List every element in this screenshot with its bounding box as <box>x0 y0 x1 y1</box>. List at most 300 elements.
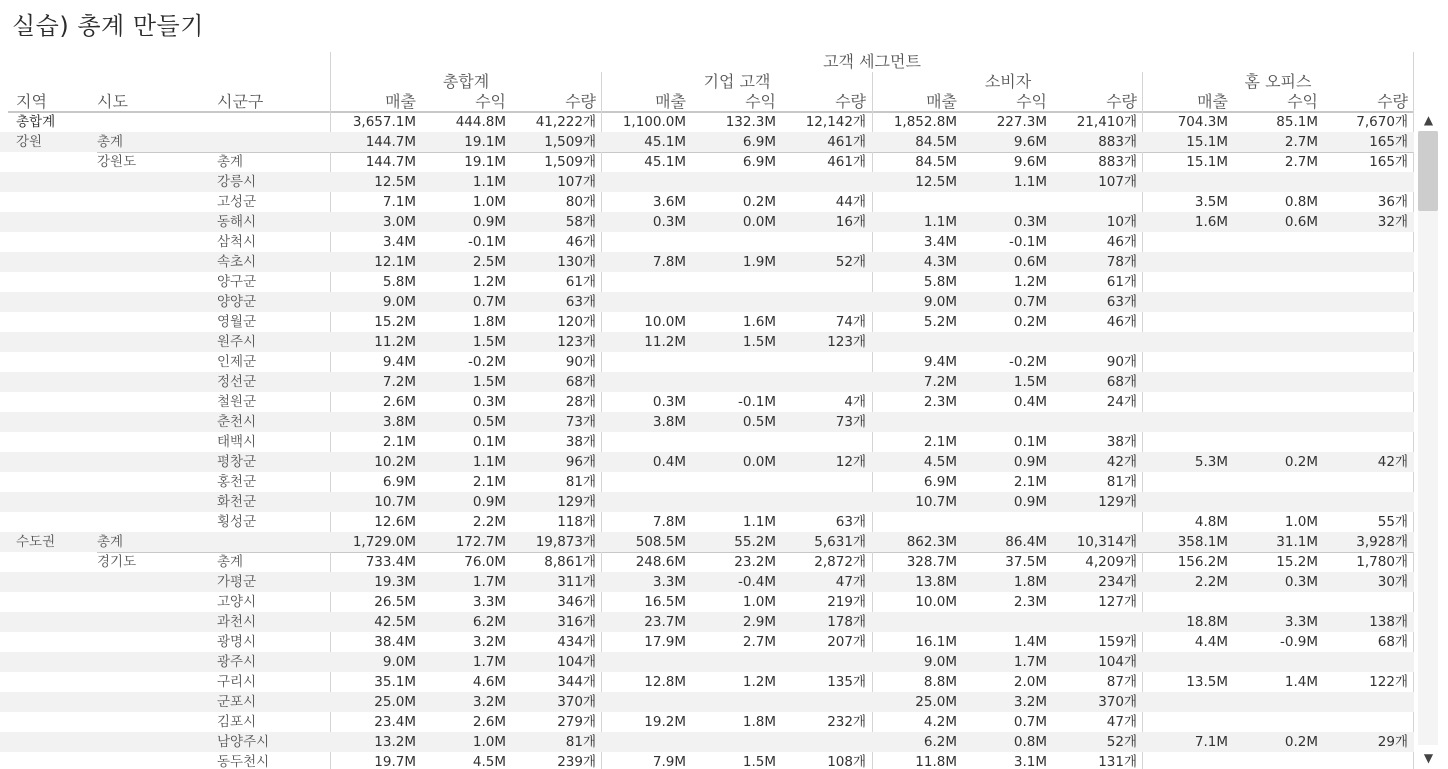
region-cell <box>16 212 96 232</box>
value-cell: 346개 <box>557 594 596 610</box>
value-cell <box>688 272 776 292</box>
value-cell <box>1049 612 1137 632</box>
region-cell <box>16 392 96 412</box>
region-cell <box>16 672 96 692</box>
value-cell: 81개 <box>565 734 596 750</box>
value-cell: 234개 <box>1098 574 1137 590</box>
value-cell: 81개 <box>1106 474 1137 490</box>
value-cell <box>688 172 776 192</box>
value-cell: 52개 <box>1106 734 1137 750</box>
value-cell <box>1230 652 1318 672</box>
value-cell <box>1230 252 1318 272</box>
value-cell: 159개 <box>1098 634 1137 650</box>
value-cell <box>598 372 686 392</box>
province-cell <box>97 212 207 232</box>
page-title: 실습) 총계 만들기 <box>12 12 204 40</box>
city-cell: 과천시 <box>217 614 257 630</box>
value-cell <box>1230 352 1318 372</box>
value-cell <box>1140 252 1228 272</box>
province-cell <box>97 352 207 372</box>
value-cell <box>598 692 686 712</box>
table-row[interactable] <box>0 212 1414 232</box>
city-cell: 남양주시 <box>217 734 270 750</box>
value-cell: 1.1M <box>923 214 957 230</box>
value-cell: 12.5M <box>915 174 957 190</box>
value-cell: 46개 <box>1106 314 1137 330</box>
value-cell: -0.1M <box>1009 234 1047 250</box>
value-cell <box>1049 512 1137 532</box>
value-cell <box>959 192 1047 212</box>
value-cell: 165개 <box>1369 154 1408 170</box>
city-cell: 철원군 <box>217 394 257 410</box>
measure-header: 수량 <box>565 92 596 111</box>
value-cell <box>1140 432 1228 452</box>
value-cell: 1,509개 <box>544 134 596 150</box>
value-cell: 61개 <box>1106 274 1137 290</box>
table-row[interactable] <box>0 752 1414 769</box>
value-cell: 19.7M <box>374 754 416 769</box>
value-cell: 2.2M <box>472 514 506 530</box>
table-row[interactable] <box>0 272 1414 292</box>
city-cell: 광명시 <box>217 634 257 650</box>
region-cell <box>16 352 96 372</box>
value-cell: 370개 <box>557 694 596 710</box>
value-cell: 1.7M <box>1013 654 1047 670</box>
city-cell: 김포시 <box>217 714 257 730</box>
value-cell: 3.2M <box>472 634 506 650</box>
value-cell: 219개 <box>827 594 866 610</box>
value-cell: 733.4M <box>365 554 416 570</box>
table-row[interactable] <box>0 532 1414 552</box>
value-cell: 44개 <box>835 194 866 210</box>
value-cell: 0.4M <box>1013 394 1047 410</box>
value-cell <box>869 332 957 352</box>
value-cell: 1.2M <box>1013 274 1047 290</box>
chevron-up-icon[interactable]: ▲ <box>1423 113 1434 127</box>
value-cell: 3.8M <box>652 414 686 430</box>
value-cell: 2.6M <box>382 394 416 410</box>
value-cell: 63개 <box>1106 294 1137 310</box>
value-cell: 508.5M <box>635 534 686 550</box>
value-cell: 4.6M <box>472 674 506 690</box>
value-cell: 2.2M <box>1194 574 1228 590</box>
value-cell: 1.0M <box>1284 514 1318 530</box>
province-cell <box>97 252 207 272</box>
value-cell: 0.0M <box>742 214 776 230</box>
value-cell: 107개 <box>1098 174 1137 190</box>
value-cell: 5.2M <box>923 314 957 330</box>
province-cell <box>97 312 207 332</box>
value-cell: 3.2M <box>472 694 506 710</box>
city-cell: 군포시 <box>217 694 257 710</box>
value-cell: 5.3M <box>1194 454 1228 470</box>
value-cell: 23.2M <box>734 554 776 570</box>
value-cell: 3.4M <box>382 234 416 250</box>
table-row[interactable] <box>0 152 1414 172</box>
city-cell: 원주시 <box>217 334 257 350</box>
value-cell: 42개 <box>1377 454 1408 470</box>
measure-header: 매출 <box>1197 92 1228 111</box>
table-row[interactable] <box>0 632 1414 652</box>
table-row[interactable] <box>0 132 1414 152</box>
value-cell <box>1230 392 1318 412</box>
province-cell <box>97 112 207 132</box>
value-cell: 9.0M <box>923 654 957 670</box>
city-cell: 정선군 <box>217 374 257 390</box>
value-cell: 84.5M <box>915 134 957 150</box>
value-cell: 316개 <box>557 614 596 630</box>
value-cell <box>778 732 866 752</box>
value-cell: 26.5M <box>374 594 416 610</box>
value-cell <box>1140 592 1228 612</box>
value-cell: -0.1M <box>468 234 506 250</box>
region-cell <box>16 312 96 332</box>
region-cell <box>16 752 96 769</box>
value-cell: 3.3M <box>1284 614 1318 630</box>
value-cell: 1.9M <box>742 254 776 270</box>
table-row[interactable] <box>0 392 1414 412</box>
province-cell <box>97 692 207 712</box>
scroll-thumb[interactable] <box>1418 131 1438 211</box>
province-cell <box>97 192 207 212</box>
value-cell: 2.3M <box>923 394 957 410</box>
value-cell: 0.7M <box>1013 294 1047 310</box>
value-cell: 1.1M <box>1013 174 1047 190</box>
value-cell: 3.4M <box>923 234 957 250</box>
value-cell: 9.6M <box>1013 154 1047 170</box>
value-cell <box>1140 472 1228 492</box>
value-cell: 55.2M <box>734 534 776 550</box>
value-cell: 74개 <box>835 314 866 330</box>
value-cell <box>778 232 866 252</box>
value-cell: 3,928개 <box>1356 534 1408 550</box>
value-cell <box>778 292 866 312</box>
value-cell <box>598 172 686 192</box>
province-cell <box>97 492 207 512</box>
value-cell: 35.1M <box>374 674 416 690</box>
value-cell: 32개 <box>1377 214 1408 230</box>
value-cell: 248.6M <box>635 554 686 570</box>
region-cell <box>16 272 96 292</box>
group-header-corporate: 기업 고객 <box>703 72 771 91</box>
value-cell <box>778 172 866 192</box>
value-cell: 1.1M <box>742 514 776 530</box>
value-cell <box>1230 692 1318 712</box>
value-cell: 0.2M <box>742 194 776 210</box>
value-cell: 63개 <box>835 514 866 530</box>
value-cell: 3.1M <box>1013 754 1047 769</box>
province-cell <box>97 612 207 632</box>
value-cell <box>959 512 1047 532</box>
value-cell: 2.0M <box>1013 674 1047 690</box>
value-cell: 370개 <box>1098 694 1137 710</box>
value-cell <box>1230 752 1318 769</box>
crosstab-table[interactable] <box>0 52 1414 769</box>
value-cell: 232개 <box>827 714 866 730</box>
value-cell: 84.5M <box>915 154 957 170</box>
value-cell: 25.0M <box>374 694 416 710</box>
value-cell: 311개 <box>557 574 596 590</box>
value-cell: 4.8M <box>1194 514 1228 530</box>
value-cell: 1.6M <box>742 314 776 330</box>
value-cell: 1.0M <box>472 734 506 750</box>
table-row[interactable] <box>0 432 1414 452</box>
value-cell: 156.2M <box>1177 554 1228 570</box>
value-cell <box>778 472 866 492</box>
value-cell: 1.5M <box>472 374 506 390</box>
table-row[interactable] <box>0 452 1414 472</box>
value-cell: 47개 <box>835 574 866 590</box>
value-cell: 10.2M <box>374 454 416 470</box>
value-cell: 11.2M <box>644 334 686 350</box>
value-cell <box>1140 292 1228 312</box>
value-cell: 3.0M <box>382 214 416 230</box>
value-cell <box>869 612 957 632</box>
value-cell: 2.1M <box>472 474 506 490</box>
city-cell: 영월군 <box>217 314 257 330</box>
value-cell: 3.3M <box>652 574 686 590</box>
value-cell: -0.9M <box>1280 634 1318 650</box>
value-cell <box>1320 652 1408 672</box>
table-row[interactable] <box>0 352 1414 372</box>
value-cell: 132.3M <box>725 114 776 130</box>
value-cell: 23.4M <box>374 714 416 730</box>
value-cell <box>1049 192 1137 212</box>
value-cell: 3.2M <box>1013 694 1047 710</box>
value-cell <box>1230 712 1318 732</box>
measure-header: 수익 <box>745 92 776 111</box>
table-row[interactable] <box>0 612 1414 632</box>
value-cell: 16개 <box>835 214 866 230</box>
scroll-track[interactable] <box>1418 131 1438 745</box>
table-row[interactable] <box>0 552 1414 572</box>
region-cell <box>16 152 96 172</box>
value-cell: 19,873개 <box>535 534 596 550</box>
table-row[interactable] <box>0 192 1414 212</box>
value-cell: 46개 <box>1106 234 1137 250</box>
value-cell: 6.2M <box>923 734 957 750</box>
value-cell: -0.1M <box>738 394 776 410</box>
value-cell: 3,657.1M <box>352 114 416 130</box>
value-cell: 0.9M <box>1013 454 1047 470</box>
value-cell: 19.2M <box>644 714 686 730</box>
value-cell <box>869 412 957 432</box>
value-cell <box>1320 292 1408 312</box>
value-cell <box>869 512 957 532</box>
table-row[interactable] <box>0 372 1414 392</box>
vertical-scrollbar[interactable] <box>1415 111 1442 767</box>
value-cell: 104개 <box>1098 654 1137 670</box>
value-cell <box>1140 492 1228 512</box>
value-cell <box>1140 652 1228 672</box>
value-cell: 279개 <box>557 714 596 730</box>
table-row[interactable] <box>0 592 1414 612</box>
table-row[interactable] <box>0 312 1414 332</box>
table-row[interactable] <box>0 292 1414 312</box>
group-header-consumer: 소비자 <box>984 72 1032 91</box>
value-cell <box>598 732 686 752</box>
region-cell <box>16 252 96 272</box>
group-header-home-office: 홈 오피스 <box>1244 72 1312 91</box>
value-cell <box>1049 332 1137 352</box>
value-cell: 1,729.0M <box>352 534 416 550</box>
value-cell <box>959 612 1047 632</box>
province-cell: 경기도 <box>97 554 137 570</box>
value-cell: 13.2M <box>374 734 416 750</box>
value-cell <box>688 472 776 492</box>
table-row[interactable] <box>0 332 1414 352</box>
value-cell: 172.7M <box>455 534 506 550</box>
city-cell: 총계 <box>217 554 244 570</box>
province-cell: 총계 <box>97 134 124 150</box>
value-cell: 46개 <box>565 234 596 250</box>
value-cell: 17.9M <box>644 634 686 650</box>
table-row[interactable] <box>0 692 1414 712</box>
region-cell <box>16 592 96 612</box>
province-cell <box>97 232 207 252</box>
value-cell: 9.0M <box>382 294 416 310</box>
region-cell: 수도권 <box>16 534 56 550</box>
province-cell <box>97 732 207 752</box>
table-row[interactable] <box>0 672 1414 692</box>
value-cell: 9.0M <box>382 654 416 670</box>
value-cell: 123개 <box>827 334 866 350</box>
value-cell: 0.9M <box>472 494 506 510</box>
value-cell: 4,209개 <box>1085 554 1137 570</box>
value-cell: 2.6M <box>472 714 506 730</box>
value-cell: 87개 <box>1106 674 1137 690</box>
value-cell <box>598 432 686 452</box>
value-cell: 178개 <box>827 614 866 630</box>
value-cell: 444.8M <box>455 114 506 130</box>
value-cell <box>598 472 686 492</box>
province-cell <box>97 712 207 732</box>
value-cell <box>1140 312 1228 332</box>
value-cell: 1.7M <box>472 654 506 670</box>
value-cell <box>1140 752 1228 769</box>
value-cell: 19.1M <box>464 154 506 170</box>
table-row[interactable] <box>0 652 1414 672</box>
city-cell: 속초시 <box>217 254 257 270</box>
value-cell: 1.5M <box>742 754 776 769</box>
region-cell <box>16 192 96 212</box>
value-cell: 47개 <box>1106 714 1137 730</box>
value-cell: 3.8M <box>382 414 416 430</box>
value-cell <box>1320 252 1408 272</box>
region-cell: 강원 <box>16 134 43 150</box>
province-cell <box>97 652 207 672</box>
value-cell: 165개 <box>1369 134 1408 150</box>
measure-header: 수익 <box>475 92 506 111</box>
value-cell: 123개 <box>557 334 596 350</box>
value-cell: 73개 <box>835 414 866 430</box>
value-cell: 1.5M <box>742 334 776 350</box>
region-cell <box>16 692 96 712</box>
value-cell: 3.5M <box>1194 194 1228 210</box>
city-cell: 횡성군 <box>217 514 257 530</box>
value-cell: 1.7M <box>472 574 506 590</box>
table-row[interactable] <box>0 232 1414 252</box>
province-cell <box>97 572 207 592</box>
value-cell <box>1140 692 1228 712</box>
value-cell: 4.2M <box>923 714 957 730</box>
value-cell: 2.7M <box>1284 154 1318 170</box>
measure-header: 수량 <box>835 92 866 111</box>
value-cell: 3.3M <box>472 594 506 610</box>
city-cell: 양구군 <box>217 274 257 290</box>
value-cell: 38개 <box>1106 434 1137 450</box>
value-cell: 55개 <box>1377 514 1408 530</box>
value-cell: 130개 <box>557 254 596 270</box>
value-cell: 80개 <box>565 194 596 210</box>
value-cell <box>688 432 776 452</box>
value-cell: 2.1M <box>382 434 416 450</box>
city-cell: 동해시 <box>217 214 257 230</box>
value-cell: 0.9M <box>472 214 506 230</box>
province-cell <box>97 372 207 392</box>
value-cell <box>778 492 866 512</box>
table-row[interactable] <box>0 412 1414 432</box>
table-row[interactable] <box>0 172 1414 192</box>
table-row[interactable] <box>0 252 1414 272</box>
table-row[interactable] <box>0 712 1414 732</box>
value-cell <box>1230 172 1318 192</box>
value-cell <box>959 332 1047 352</box>
table-row[interactable] <box>0 512 1414 532</box>
value-cell: 0.8M <box>1284 194 1318 210</box>
city-cell <box>217 112 327 132</box>
value-cell <box>778 372 866 392</box>
value-cell: 7.8M <box>652 254 686 270</box>
value-cell: 7.2M <box>382 374 416 390</box>
city-cell <box>217 532 327 552</box>
value-cell <box>688 692 776 712</box>
table-row[interactable] <box>0 472 1414 492</box>
city-cell: 강릉시 <box>217 174 257 190</box>
table-row[interactable] <box>0 112 1414 132</box>
region-cell <box>16 552 96 572</box>
chevron-down-icon[interactable]: ▼ <box>1423 751 1434 765</box>
city-cell: 삼척시 <box>217 234 257 250</box>
value-cell <box>1140 412 1228 432</box>
value-cell: 2.9M <box>742 614 776 630</box>
value-cell: 2.1M <box>1013 474 1047 490</box>
value-cell: 2.7M <box>1284 134 1318 150</box>
value-cell <box>1230 492 1318 512</box>
table-row[interactable] <box>0 732 1414 752</box>
value-cell: 461개 <box>827 154 866 170</box>
value-cell: 10.0M <box>915 594 957 610</box>
table-row[interactable] <box>0 572 1414 592</box>
value-cell: 704.3M <box>1177 114 1228 130</box>
value-cell: 129개 <box>557 494 596 510</box>
value-cell <box>1320 592 1408 612</box>
value-cell: 0.2M <box>1284 734 1318 750</box>
value-cell: 239개 <box>557 754 596 769</box>
value-cell: 7.8M <box>652 514 686 530</box>
table-row[interactable] <box>0 492 1414 512</box>
value-cell: 6.9M <box>742 134 776 150</box>
value-cell: 1,509개 <box>544 154 596 170</box>
value-cell: 25.0M <box>915 694 957 710</box>
value-cell: 0.7M <box>472 294 506 310</box>
value-cell: 7.9M <box>652 754 686 769</box>
region-cell <box>16 452 96 472</box>
value-cell: 344개 <box>557 674 596 690</box>
value-cell: 6.2M <box>472 614 506 630</box>
city-cell: 춘천시 <box>217 414 257 430</box>
value-cell: 0.5M <box>742 414 776 430</box>
